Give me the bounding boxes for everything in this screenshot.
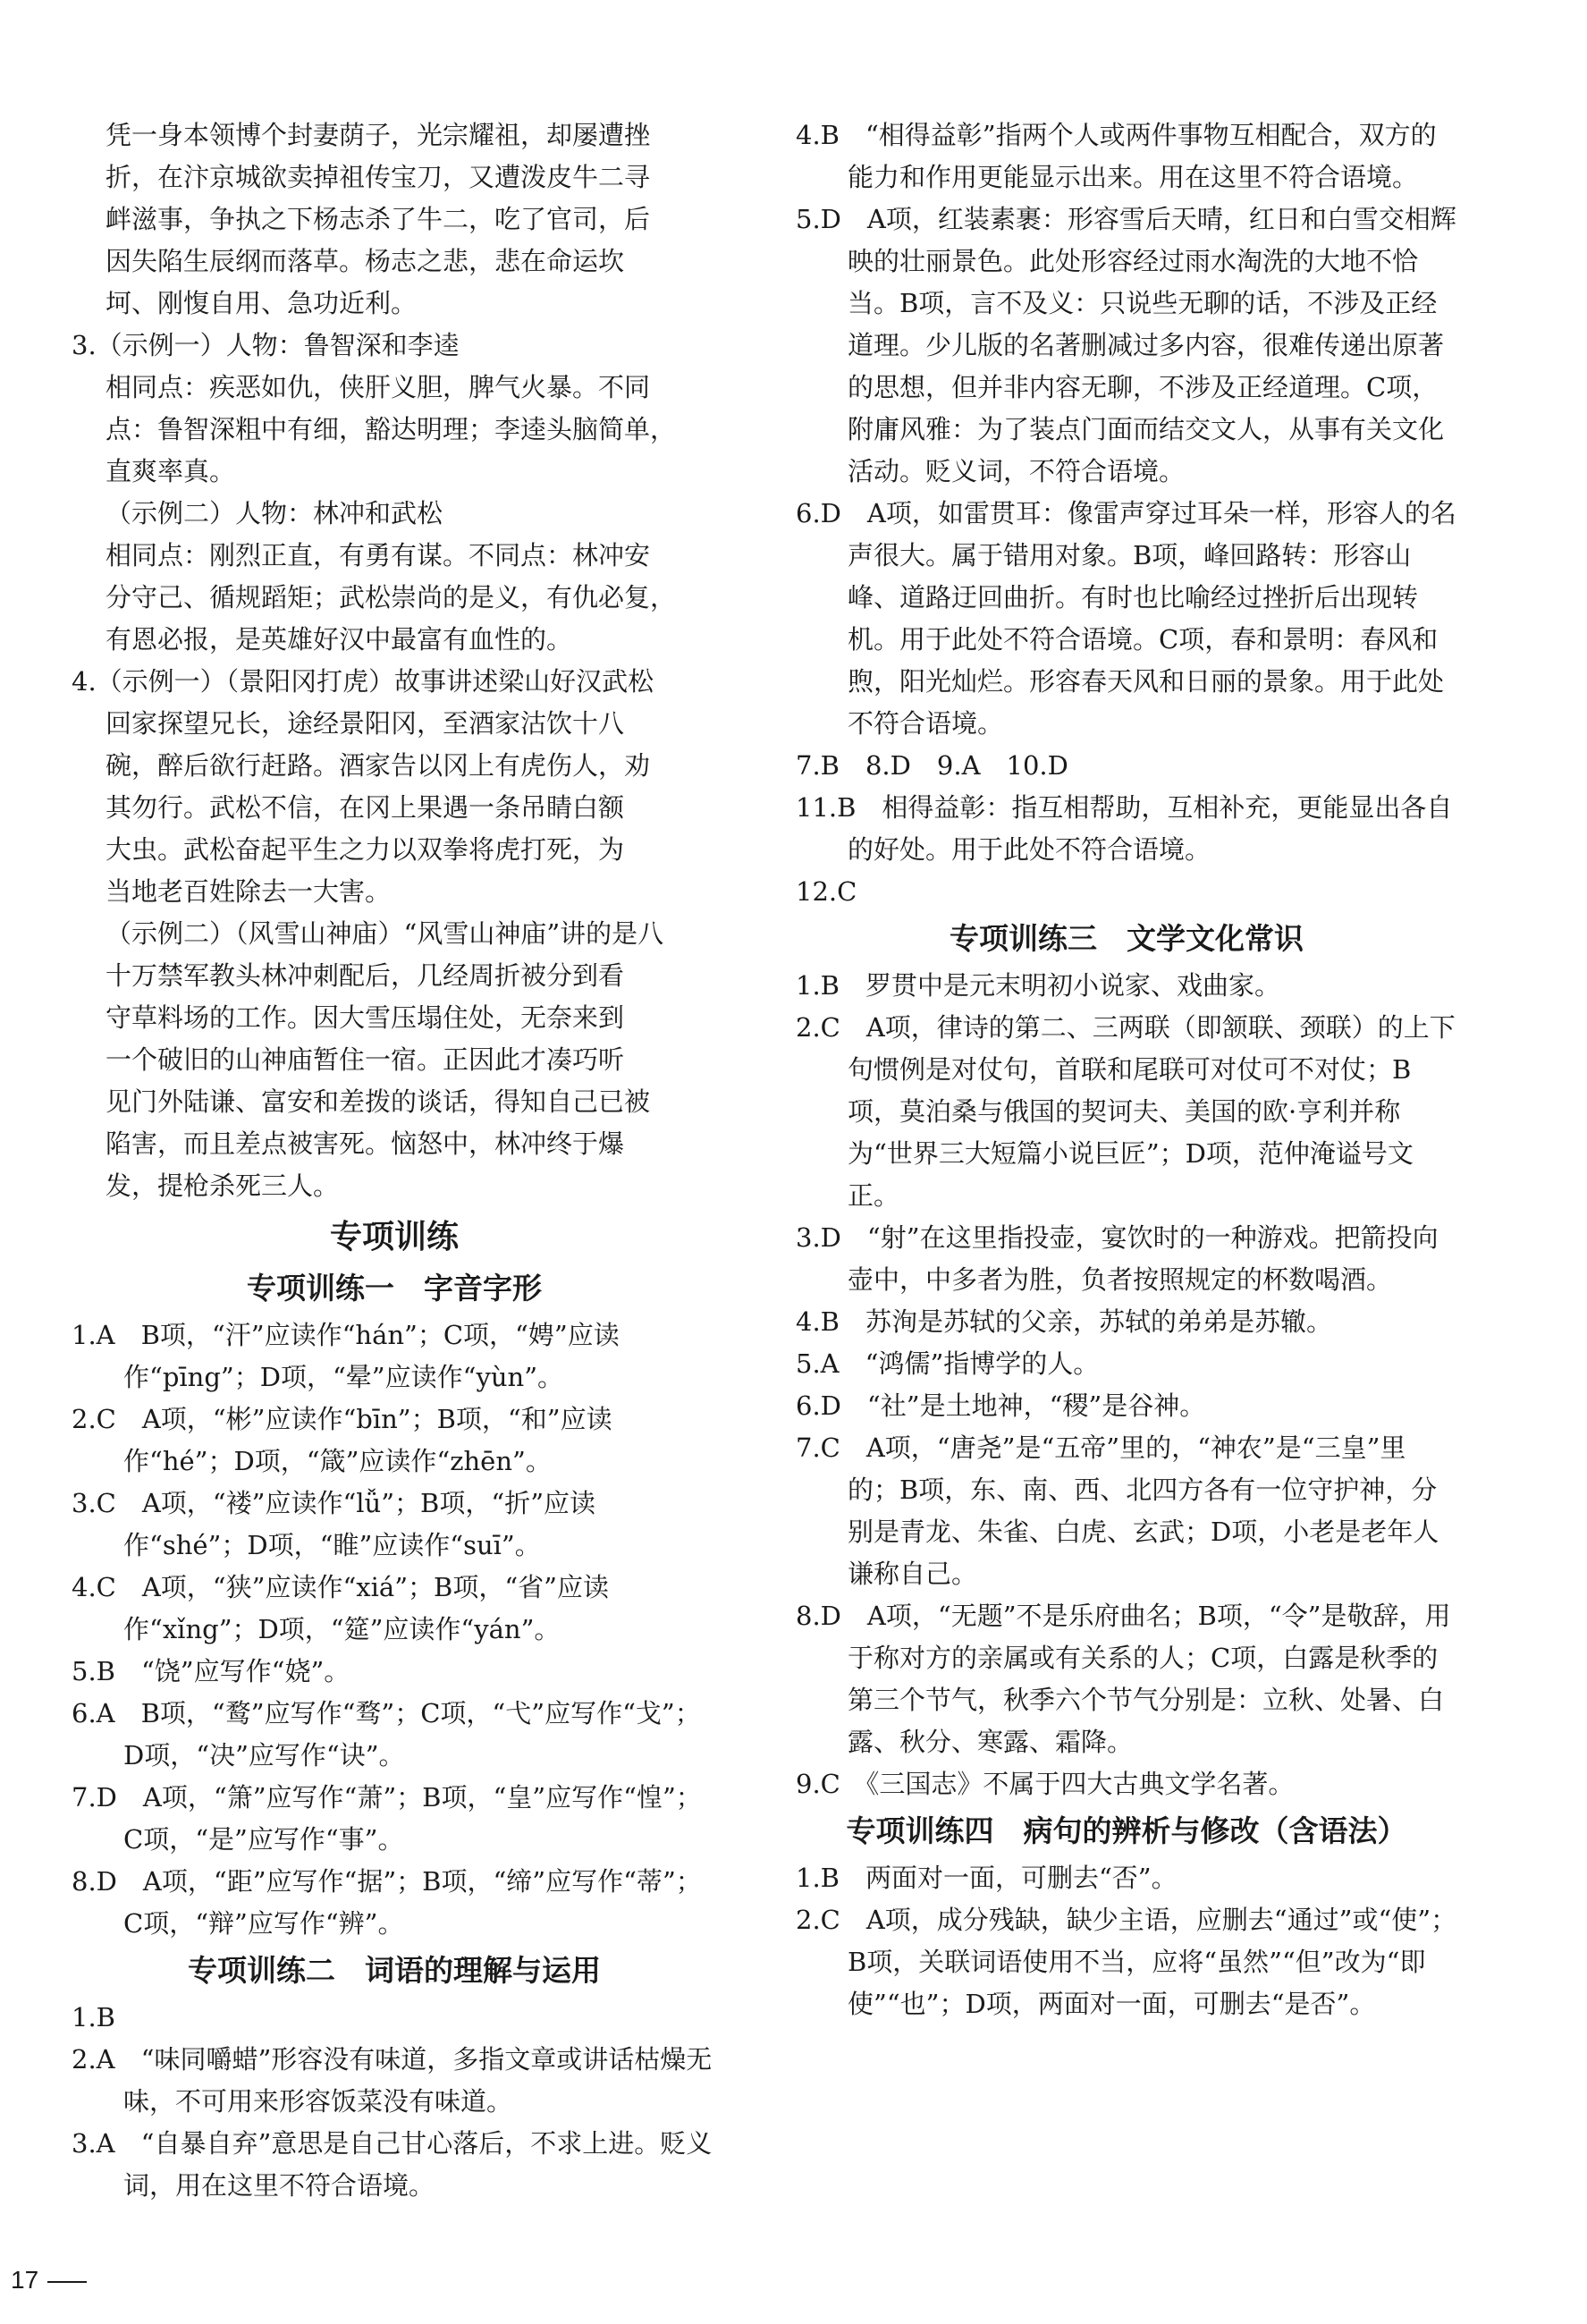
answer-3 xyxy=(72,325,717,661)
intro-paragraph xyxy=(72,114,717,325)
list-item: 5.A “鸿儒”指博学的人。 xyxy=(796,1348,1100,1379)
text-line: 坷、刚愎自用、急功近利。 xyxy=(106,288,418,318)
list-item: 1.A B项，“汗”应读作“hán”；C项，“娉”应读作“pīng”；D项，“晕”应读作“yùn”。 xyxy=(72,1320,620,1392)
text-line: 陷害，而且差点被害死。恼怒中，林冲终于爆 xyxy=(106,1128,625,1159)
list-item: 3.D “射”在这里指投壶，宴饮时的一种游戏。把箭投向壶中，中多者为胜，负者按照规定的杯数喝酒。 xyxy=(796,1222,1439,1295)
text-line: 其勿行。武松不信，在冈上果遇一条吊睛白额 xyxy=(106,792,625,823)
section-heading-1: 专项训练一 字音字形 xyxy=(247,1271,542,1306)
list-item: 1.B xyxy=(72,2002,115,2032)
list-item: 8.D A项，“距”应写作“据”；B项，“缔”应写作“蒂”；C项，“辩”应写作“辨”。 xyxy=(72,1866,702,1939)
text-line: 相同点：刚烈正直，有勇有谋。不同点：林冲安 xyxy=(106,540,651,570)
text-line: 有恩必报，是英雄好汉中最富有血性的。 xyxy=(106,624,573,655)
list-item: 6.D A项，如雷贯耳：像雷声穿过耳朵一样，形容人的名声很大。属于错用对象。B项，峰回路转：形容山峰、道路迂回曲折。有时也比喻经过挫折后出现转机。用于此处不符合语境。C项，春和景明：春风和煦，阳光灿烂。形容春天风和日丽的景象。用于此处不符合语境。 xyxy=(796,498,1456,739)
answer-lead: 4.（示例一）（景阳冈打虎）故事讲述梁山好汉武松 xyxy=(72,666,654,697)
answer-lead: （示例二）人物：林冲和武松 xyxy=(106,498,443,528)
list-item: 2.A “味同嚼蜡”形容没有味道，多指文章或讲话枯燥无味，不可用来形容饭菜没有味道。 xyxy=(72,2044,713,2117)
section-2-list-continued xyxy=(796,114,1457,913)
text-line: 直爽率真。 xyxy=(106,456,236,486)
section-1-list xyxy=(72,1314,717,1945)
left-column xyxy=(72,114,717,2207)
list-item: 3.C A项，“褛”应读作“lǚ”；B项，“折”应读作“shé”；D项，“睢”应读作“suī”。 xyxy=(72,1488,596,1560)
page-number-rule xyxy=(47,2281,87,2283)
text-line: 凭一身本领博个封妻荫子，光宗耀祖，却屡遭挫 xyxy=(106,120,651,150)
list-item: 7.D A项，“箫”应写作“萧”；B项，“皇”应写作“惶”；C项，“是”应写作“事”。 xyxy=(72,1782,702,1855)
text-line: 一个破旧的山神庙暂住一宿。正因此才凑巧听 xyxy=(106,1044,625,1075)
text-line: 碗，醉后欲行赶路。酒家告以冈上有虎伤人，劝 xyxy=(106,750,651,781)
section-3-list xyxy=(796,965,1457,1805)
text-line: 分守己、循规蹈矩；武松崇尚的是义，有仇必复， xyxy=(106,582,677,613)
list-item: 11.B 相得益彰：指互相帮助，互相补充，更能显出各自的好处。用于此处不符合语境。 xyxy=(796,792,1453,865)
list-item: 12.C xyxy=(796,876,857,907)
text-line: 大虫。武松奋起平生之力以双拳将虎打死，为 xyxy=(106,834,625,865)
section-heading-2: 专项训练二 词语的理解与运用 xyxy=(188,1953,601,1988)
text-line: 守草料场的工作。因大雪压塌住处，无奈来到 xyxy=(106,1002,625,1033)
right-column xyxy=(796,114,1457,2025)
list-item: 8.D A项，“无题”不是乐府曲名；B项，“令”是敬辞，用于称对方的亲属或有关系的人；C项，白露是秋季的第三个节气，秋季六个节气分别是：立秋、处暑、白露、秋分、寒露、霜降。 xyxy=(796,1601,1451,1757)
list-item: 2.C A项，“彬”应读作“bīn”；B项，“和”应读作“hé”；D项，“箴”应读作“zhēn”。 xyxy=(72,1404,612,1476)
answer-4 xyxy=(72,661,717,1207)
text-line: 当地老百姓除去一大害。 xyxy=(106,876,392,907)
text-line: （示例二）（风雪山神庙）“风雪山神庙”讲的是八 xyxy=(106,918,664,949)
text-line: 见门外陆谦、富安和差拨的谈话，得知自己已被 xyxy=(106,1086,651,1117)
section-2-list xyxy=(72,1997,717,2207)
list-item: 1.B 罗贯中是元末明初小说家、戏曲家。 xyxy=(796,970,1280,1001)
list-item: 6.D “社”是土地神，“稷”是谷神。 xyxy=(796,1390,1206,1421)
list-item: 1.B 两面对一面，可删去“否”。 xyxy=(796,1863,1178,1893)
section-heading-4: 专项训练四 病句的辨析与修改（含语法） xyxy=(846,1813,1407,1848)
answer-lead: 3.（示例一）人物：鲁智深和李逵 xyxy=(72,330,460,360)
list-item: 2.C A项，律诗的第二、三两联（即颔联、颈联）的上下句惯例是对仗句，首联和尾联可对仗可不对仗；B项，莫泊桑与俄国的契诃夫、美国的欧·亨利并称为“世界三大短篇小说巨匠”；D项，范仲淹谥号文正。 xyxy=(796,1012,1456,1211)
list-item: 9.C 《三国志》不属于四大古典文学名著。 xyxy=(796,1769,1295,1799)
list-item: 3.A “自暴自弃”意思是自己甘心落后，不求上进。贬义词，用在这里不符合语境。 xyxy=(72,2128,713,2201)
list-item: 6.A B项，“鹜”应写作“骛”；C项，“弋”应写作“戈”；D项，“决”应写作“诀”。 xyxy=(72,1698,701,1770)
text-line: 衅滋事，争执之下杨志杀了牛二，吃了官司，后 xyxy=(106,204,651,234)
list-item: 7.B 8.D 9.A 10.D xyxy=(796,750,1068,781)
text-line: 因失陷生辰纲而落草。杨志之悲，悲在命运坎 xyxy=(106,246,625,276)
list-item: 4.B “相得益彰”指两个人或两件事物互相配合，双方的能力和作用更能显示出来。用在这里不符合语境。 xyxy=(796,120,1437,192)
text-line: 折，在汴京城欲卖掉祖传宝刀，又遭泼皮牛二寻 xyxy=(106,162,651,192)
text-line: 十万禁军教头林冲刺配后，几经周折被分到看 xyxy=(106,960,625,991)
section-title: 专项训练 xyxy=(329,1219,459,1255)
list-item: 7.C A项，“唐尧”是“五帝”里的，“神农”是“三皇”里的；B项，东、南、西、北四方各有一位守护神，分别是青龙、朱雀、白虎、玄武；D项，小老是老年人谦称自己。 xyxy=(796,1432,1439,1589)
list-item: 5.B “饶”应写作“娆”。 xyxy=(72,1656,350,1686)
text-line: 相同点：疾恶如仇，侠肝义胆，脾气火暴。不同 xyxy=(106,372,651,402)
text-line: 点：鲁智深粗中有细，豁达明理；李逵头脑简单， xyxy=(106,414,677,444)
page-number xyxy=(11,2262,87,2298)
list-item: 4.B 苏洵是苏轼的父亲，苏轼的弟弟是苏辙。 xyxy=(796,1306,1332,1337)
page-number-text: 17 xyxy=(11,2266,39,2294)
list-item: 5.D A项，红装素裹：形容雪后天晴，红日和白雪交相辉映的壮丽景色。此处形容经过雨水淘洗的大地不恰当。B项，言不及义：只说些无聊的话，不涉及正经道理。少儿版的名著删减过多内容，很难传递出原著的思想，但并非内容无聊，不涉及正经道理。C项，附庸风雅：为了装点门面而结交文人，从事有关文化活动。贬义词，不符合语境。 xyxy=(796,204,1456,486)
section-4-list xyxy=(796,1857,1457,2025)
list-item: 4.C A项，“狭”应读作“xiá”；B项，“省”应读作“xǐng”；D项，“筵”应读作“yán”。 xyxy=(72,1572,609,1644)
text-line: 发，提枪杀死三人。 xyxy=(106,1170,340,1201)
section-heading-3: 专项训练三 文学文化常识 xyxy=(950,921,1304,956)
text-line: 回家探望兄长，途经景阳冈，至酒家沽饮十八 xyxy=(106,708,625,739)
list-item: 2.C A项，成分残缺，缺少主语，应删去“通过”或“使”；B项，关联词语使用不当，应将“虽然”“但”改为“即使”“也”；D项，两面对一面，可删去“是否”。 xyxy=(796,1905,1457,2019)
